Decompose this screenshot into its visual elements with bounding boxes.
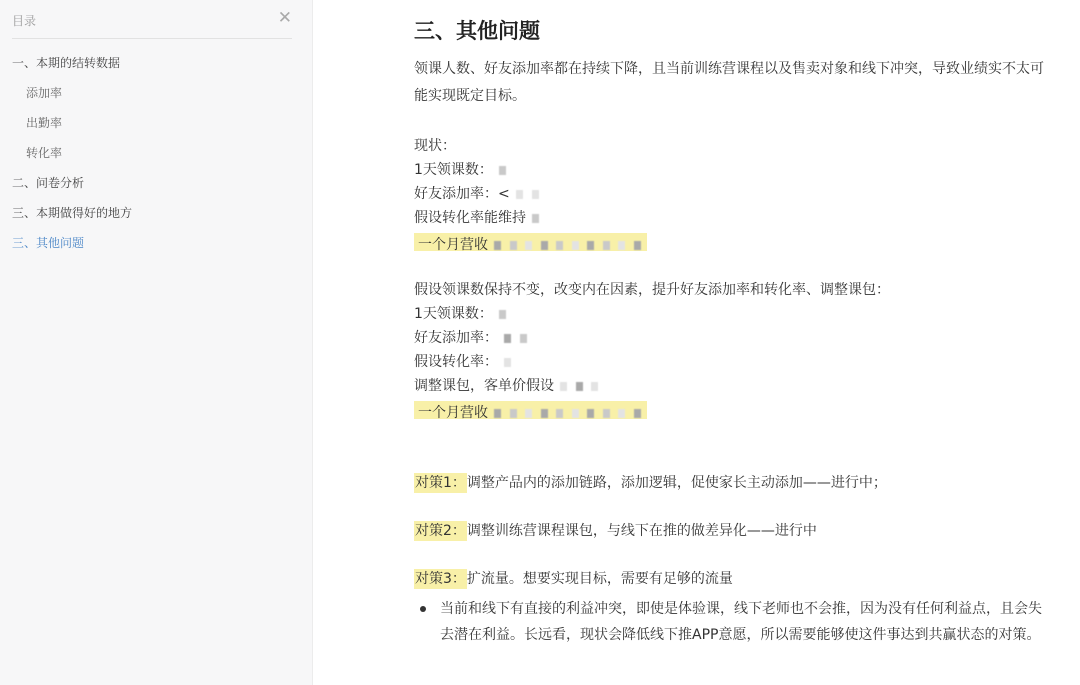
assumption-line	[414, 374, 1044, 398]
assume-daily-signups-label: 1天领课数：	[414, 306, 493, 322]
redacted-value	[525, 241, 532, 250]
document-body	[414, 14, 1044, 648]
toc-item-add-rate[interactable]: 添加率	[26, 86, 63, 100]
assume-friend-add-label: 好友添加率：	[414, 330, 498, 346]
assumption-line	[414, 398, 1044, 422]
toc-header	[12, 10, 292, 39]
measure-2-label: 对策2：	[415, 523, 466, 539]
toc-item-attendance-rate[interactable]: 出勤率	[26, 116, 63, 130]
redacted-value	[634, 409, 641, 418]
bullet-list	[414, 596, 1044, 648]
redacted-value	[556, 241, 563, 250]
redacted-value	[504, 358, 511, 367]
redacted-value	[576, 382, 583, 391]
status-line	[414, 158, 1044, 182]
highlighted-revenue	[414, 233, 647, 251]
status-line	[414, 182, 1044, 206]
assume-package-label: 调整课包，客单价假设	[414, 378, 554, 394]
status-conversion-label: 假设转化率能维持	[414, 210, 526, 226]
assume-conversion-label: 假设转化率：	[414, 354, 498, 370]
toc-item-survey-analysis[interactable]: 二、问卷分析	[12, 176, 85, 190]
list-item: 当前和线下有直接的利益冲突，即使是体验课，线下老师也不会推，因为没有任何利益点，且会失去潜在利益。长远看，现状会降低线下推APP意愿，所以需要能够使这件事达到共赢状态的对策。	[414, 596, 1044, 648]
redacted-value	[560, 382, 567, 391]
assumption-label: 假设领课数保持不变，改变内在因素，提升好友添加率和转化率、调整课包：	[414, 282, 890, 298]
redacted-value	[494, 241, 501, 250]
redacted-value	[520, 334, 527, 343]
redacted-value	[587, 409, 594, 418]
redacted-value	[516, 190, 523, 199]
status-revenue-label: 一个月营收	[418, 237, 488, 253]
assumption-line	[414, 350, 1044, 374]
measure-3	[414, 566, 1044, 592]
measure-1-label: 对策1：	[415, 475, 466, 491]
redacted-value	[618, 241, 625, 250]
toc-sidebar	[0, 0, 313, 685]
measure-3-label: 对策3：	[415, 571, 466, 587]
assume-revenue-label: 一个月营收	[418, 405, 488, 421]
status-label: 现状：	[414, 138, 456, 154]
redacted-value	[591, 382, 598, 391]
redacted-value	[603, 409, 610, 418]
toc-list	[12, 48, 302, 258]
redacted-value	[532, 190, 539, 199]
redacted-value	[499, 166, 506, 175]
redacted-value	[618, 409, 625, 418]
redacted-value	[504, 334, 511, 343]
measure-1-text: 调整产品内的添加链路，添加逻辑，促使家长主动添加——进行中；	[466, 475, 887, 491]
toc-title: 目录	[12, 14, 37, 28]
redacted-value	[499, 310, 506, 319]
redacted-value	[634, 241, 641, 250]
toc-item-done-well[interactable]: 三、本期做得好的地方	[12, 206, 133, 220]
status-line	[414, 230, 1044, 254]
redacted-value	[603, 241, 610, 250]
section-heading: 三、其他问题	[414, 19, 540, 43]
redacted-value	[510, 409, 517, 418]
highlighted-revenue	[414, 401, 647, 419]
redacted-value	[556, 409, 563, 418]
measure-3-text: 扩流量。想要实现目标，需要有足够的流量	[466, 571, 733, 587]
redacted-value	[587, 241, 594, 250]
redacted-value	[572, 241, 579, 250]
redacted-value	[510, 241, 517, 250]
redacted-value	[494, 409, 501, 418]
status-friend-add-label: 好友添加率：<	[414, 186, 510, 202]
toc-item-other-issues[interactable]: 三、其他问题	[12, 236, 85, 250]
redacted-value	[525, 409, 532, 418]
close-icon[interactable]: ✕	[277, 8, 292, 28]
redacted-value	[532, 214, 539, 223]
redacted-value	[541, 241, 548, 250]
measure-2	[414, 518, 1044, 544]
toc-item-conversion-rate[interactable]: 转化率	[26, 146, 63, 160]
redacted-value	[572, 409, 579, 418]
toc-item-carryover-data[interactable]: 一、本期的结转数据	[12, 56, 121, 70]
measure-2-text: 调整训练营课程课包，与线下在推的做差异化——进行中	[466, 523, 817, 539]
status-daily-signups-label: 1天领课数：	[414, 162, 493, 178]
measure-1	[414, 470, 1044, 496]
status-line	[414, 206, 1044, 230]
assumption-line	[414, 302, 1044, 326]
intro-paragraph: 领课人数、好友添加率都在持续下降，且当前训练营课程以及售卖对象和线下冲突，导致业绩实不太可能实现既定目标。	[414, 61, 1044, 104]
assumption-line	[414, 326, 1044, 350]
redacted-value	[541, 409, 548, 418]
